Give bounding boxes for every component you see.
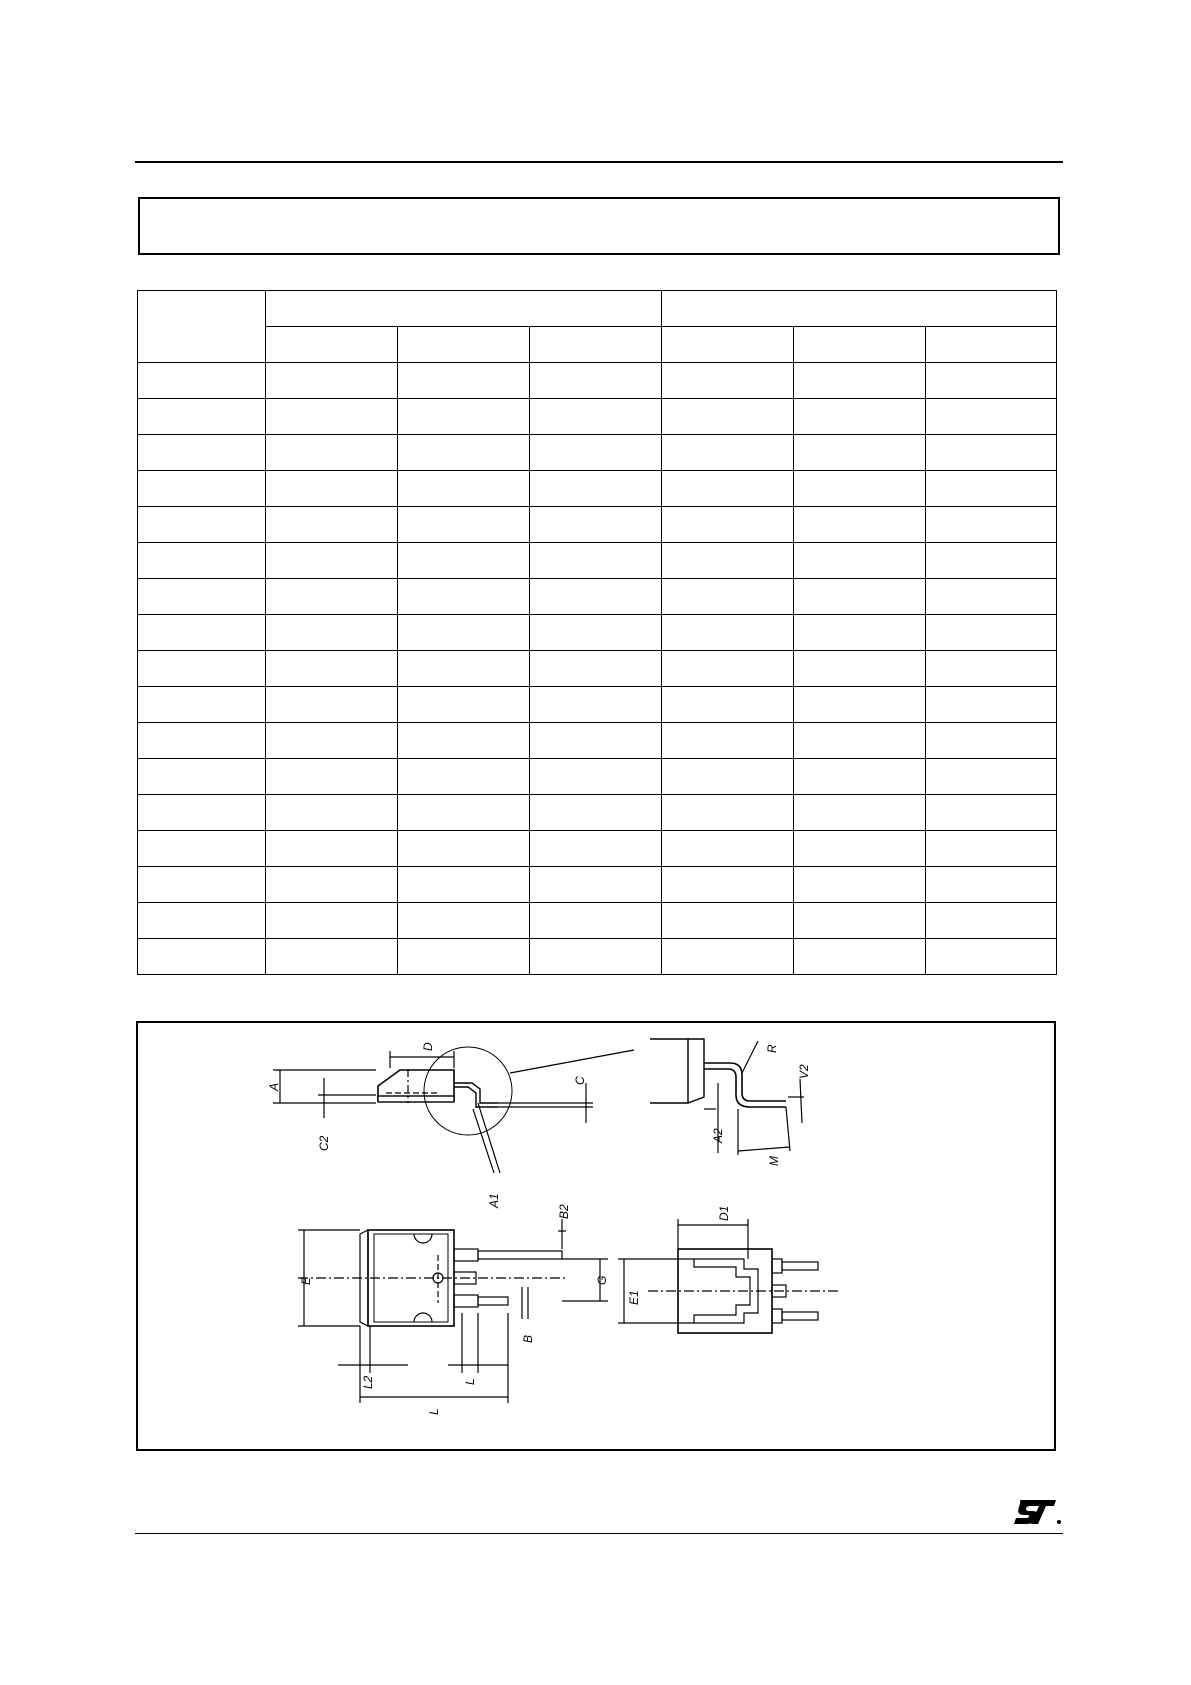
header-max-cell — [530, 327, 662, 363]
dim-label-l-outer: L — [427, 1408, 441, 1415]
table-cell — [398, 903, 530, 939]
table-cell — [530, 399, 662, 435]
table-row — [138, 471, 1057, 507]
table-cell — [794, 399, 926, 435]
table-cell — [662, 543, 794, 579]
table-cell — [794, 759, 926, 795]
table-cell — [926, 615, 1057, 651]
table-cell — [398, 507, 530, 543]
table-cell — [530, 615, 662, 651]
table-cell — [926, 543, 1057, 579]
table-cell — [266, 723, 398, 759]
table-cell — [530, 723, 662, 759]
table-cell — [926, 867, 1057, 903]
table-cell — [926, 939, 1057, 975]
dim-label-a: A — [267, 1082, 281, 1091]
st-logo — [1012, 1498, 1062, 1526]
table-row — [138, 579, 1057, 615]
table-cell — [138, 435, 266, 471]
header-rule — [135, 161, 1063, 163]
table-cell — [530, 363, 662, 399]
table-cell — [794, 795, 926, 831]
table-cell — [266, 903, 398, 939]
dim-label-c2: C2 — [317, 1135, 331, 1151]
table-cell — [530, 939, 662, 975]
dimension-labels — [267, 1042, 811, 1415]
table-cell — [530, 471, 662, 507]
table-row — [138, 831, 1057, 867]
header-typ-cell — [794, 327, 926, 363]
header-max-cell — [926, 327, 1057, 363]
table-cell — [794, 543, 926, 579]
table-cell — [266, 687, 398, 723]
table-cell — [138, 831, 266, 867]
table-cell — [926, 795, 1057, 831]
table-cell — [794, 939, 926, 975]
table-cell — [794, 471, 926, 507]
table-cell — [662, 435, 794, 471]
table-cell — [398, 435, 530, 471]
table-cell — [266, 867, 398, 903]
table-cell — [794, 723, 926, 759]
table-cell — [398, 651, 530, 687]
table-cell — [266, 363, 398, 399]
table-cell — [662, 507, 794, 543]
table-cell — [266, 795, 398, 831]
table-cell — [794, 903, 926, 939]
table-row — [138, 903, 1057, 939]
mechanical-drawing — [138, 1023, 1058, 1453]
table-cell — [266, 471, 398, 507]
table-cell — [794, 651, 926, 687]
table-cell — [398, 579, 530, 615]
table-cell — [266, 939, 398, 975]
table-cell — [266, 579, 398, 615]
table-cell — [794, 507, 926, 543]
table-row — [138, 723, 1057, 759]
table-cell — [530, 687, 662, 723]
dim-label-d1: D1 — [717, 1205, 731, 1221]
table-title-box — [138, 197, 1060, 255]
table-cell — [398, 867, 530, 903]
dim-label-m: M — [767, 1156, 781, 1166]
table-cell — [530, 543, 662, 579]
table-cell — [926, 723, 1057, 759]
table-cell — [926, 759, 1057, 795]
table-cell — [662, 723, 794, 759]
table-cell — [138, 651, 266, 687]
dimensions-table — [137, 290, 1057, 975]
table-cell — [530, 867, 662, 903]
table-cell — [138, 579, 266, 615]
table-cell — [138, 903, 266, 939]
table-row — [138, 939, 1057, 975]
table-row — [138, 759, 1057, 795]
table-cell — [530, 651, 662, 687]
dim-label-a2: A2 — [711, 1128, 725, 1143]
table-cell — [794, 615, 926, 651]
table-cell — [138, 795, 266, 831]
dim-label-d: D — [421, 1042, 435, 1051]
lead-detail-view — [650, 1039, 804, 1155]
table-cell — [266, 543, 398, 579]
table-cell — [926, 903, 1057, 939]
table-cell — [926, 471, 1057, 507]
table-cell — [398, 471, 530, 507]
table-cell — [926, 687, 1057, 723]
table-cell — [266, 651, 398, 687]
table-cell — [794, 831, 926, 867]
table-cell — [662, 615, 794, 651]
table-cell — [662, 831, 794, 867]
table-cell — [138, 687, 266, 723]
table-cell — [662, 687, 794, 723]
table-row — [138, 507, 1057, 543]
header-mm-cell — [266, 291, 662, 327]
side-view — [273, 1047, 634, 1173]
table-cell — [138, 867, 266, 903]
table-cell — [530, 579, 662, 615]
table-row — [138, 435, 1057, 471]
table-row — [138, 363, 1057, 399]
table-cell — [398, 543, 530, 579]
table-cell — [138, 723, 266, 759]
table-cell — [398, 831, 530, 867]
dim-label-l-inner: L — [463, 1378, 477, 1385]
table-cell — [662, 759, 794, 795]
table-cell — [138, 615, 266, 651]
dim-label-r: R — [765, 1044, 779, 1053]
dim-label-c: C — [573, 1076, 587, 1085]
table-cell — [138, 399, 266, 435]
dim-label-b: B — [521, 1334, 535, 1343]
table-cell — [926, 579, 1057, 615]
header-min-cell — [266, 327, 398, 363]
table-cell — [926, 507, 1057, 543]
bottom-view — [618, 1219, 838, 1333]
table-cell — [398, 795, 530, 831]
table-cell — [138, 507, 266, 543]
package-outline-drawing — [136, 1021, 1056, 1451]
dim-label-a1: A1 — [487, 1193, 501, 1208]
table-cell — [794, 687, 926, 723]
table-cell — [662, 363, 794, 399]
table-cell — [926, 651, 1057, 687]
table-cell — [266, 435, 398, 471]
table-cell — [138, 543, 266, 579]
table-cell — [926, 435, 1057, 471]
table-cell — [662, 795, 794, 831]
table-cell — [398, 615, 530, 651]
dim-label-l2: L2 — [361, 1375, 375, 1389]
table-row — [138, 615, 1057, 651]
table-cell — [926, 831, 1057, 867]
table-cell — [662, 939, 794, 975]
table-cell — [662, 399, 794, 435]
table-cell — [662, 903, 794, 939]
table-cell — [530, 507, 662, 543]
header-typ-cell — [398, 327, 530, 363]
dim-label-e: E — [299, 1276, 313, 1285]
table-cell — [266, 399, 398, 435]
table-cell — [266, 759, 398, 795]
table-cell — [266, 831, 398, 867]
table-cell — [398, 687, 530, 723]
table-cell — [926, 399, 1057, 435]
table-row — [138, 399, 1057, 435]
table-cell — [398, 939, 530, 975]
header-inch-cell — [662, 291, 1057, 327]
table-cell — [530, 831, 662, 867]
table-cell — [926, 363, 1057, 399]
header-dim-cell — [138, 291, 266, 363]
table-cell — [398, 759, 530, 795]
table-cell — [662, 867, 794, 903]
table-subheader-row — [138, 327, 1057, 363]
table-cell — [794, 579, 926, 615]
table-cell — [662, 651, 794, 687]
dim-label-b2: B2 — [557, 1204, 571, 1219]
table-cell — [138, 363, 266, 399]
dim-label-v2: V2 — [797, 1064, 811, 1079]
table-header-row — [138, 291, 1057, 327]
table-cell — [398, 723, 530, 759]
footer-rule — [135, 1533, 1063, 1534]
table-cell — [662, 579, 794, 615]
table-cell — [794, 435, 926, 471]
table-cell — [530, 435, 662, 471]
table-cell — [266, 615, 398, 651]
top-view — [298, 1219, 608, 1403]
table-cell — [530, 903, 662, 939]
table-row — [138, 795, 1057, 831]
table-cell — [794, 867, 926, 903]
table-cell — [530, 795, 662, 831]
table-cell — [398, 363, 530, 399]
table-cell — [794, 363, 926, 399]
dim-label-e1: E1 — [627, 1290, 641, 1305]
table-cell — [138, 939, 266, 975]
table-cell — [138, 759, 266, 795]
table-row — [138, 687, 1057, 723]
table-row — [138, 651, 1057, 687]
table-cell — [662, 471, 794, 507]
table-row — [138, 543, 1057, 579]
header-min-cell — [662, 327, 794, 363]
table-cell — [530, 759, 662, 795]
table-cell — [266, 507, 398, 543]
dim-label-g: G — [595, 1275, 609, 1285]
table-cell — [398, 399, 530, 435]
table-cell — [138, 471, 266, 507]
table-row — [138, 867, 1057, 903]
